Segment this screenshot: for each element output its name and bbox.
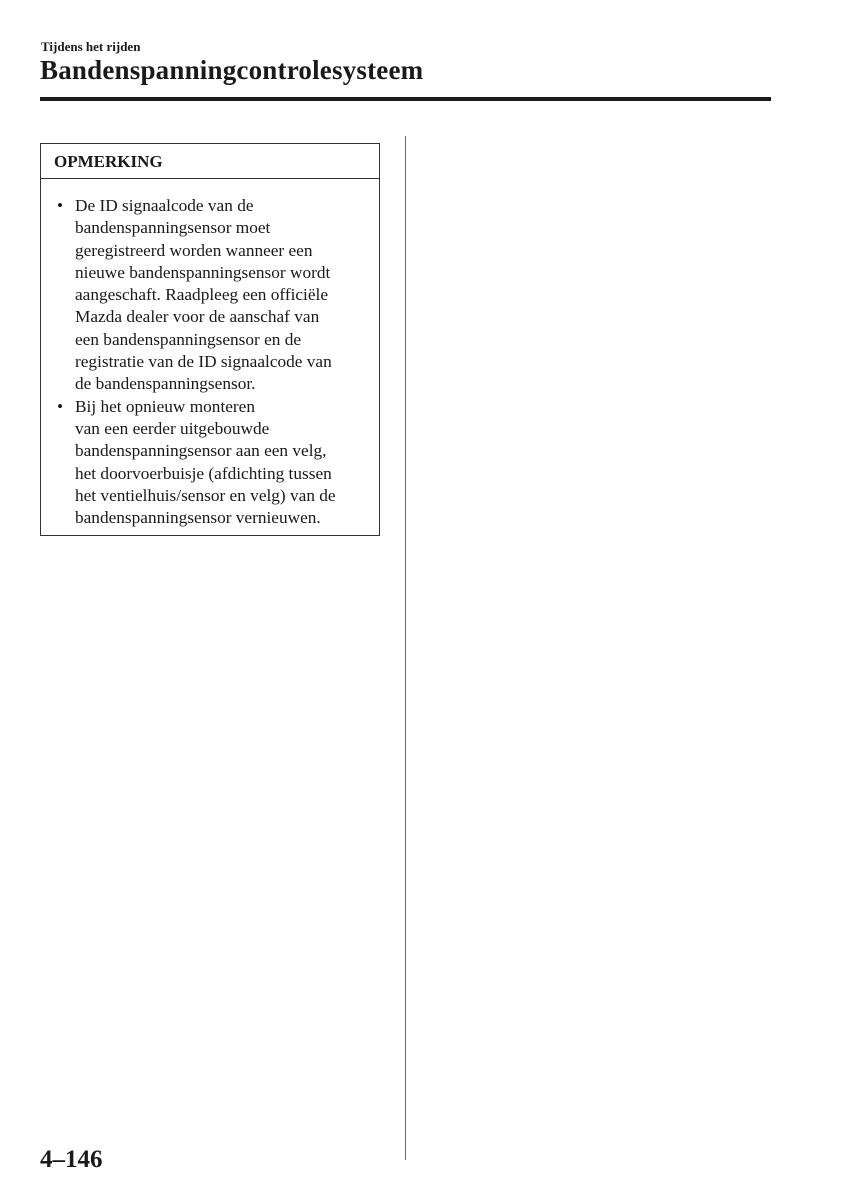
- note-line: bandenspanningsensor vernieuwen.: [75, 508, 321, 528]
- note-item: [55, 396, 371, 530]
- note-line: het doorvoerbuisje (afdichting tussen: [75, 463, 332, 483]
- title-rule: [40, 97, 771, 101]
- bullet-icon: •: [57, 396, 64, 416]
- note-line: Mazda dealer voor de aanschaf van: [75, 307, 320, 327]
- bullet-icon: •: [57, 196, 64, 215]
- note-line: De ID signaalcode van de: [75, 196, 254, 215]
- column-divider: [405, 136, 406, 1160]
- page-title: Bandenspanningcontrolesysteem: [40, 55, 424, 85]
- note-line: de bandenspanningsensor.: [75, 374, 256, 394]
- note-line: Bij het opnieuw monteren: [75, 396, 255, 416]
- note-line: bandenspanningsensor aan een velg,: [75, 441, 327, 461]
- note-line: bandenspanningsensor moet: [75, 218, 271, 238]
- note-line: van een eerder uitgebouwde: [75, 418, 270, 438]
- note-line: het ventielhuis/sensor en velg) van de: [75, 485, 336, 505]
- note-line: aangeschaft. Raadpleeg een officiële: [75, 285, 328, 305]
- note-line: een bandenspanningsensor en de: [75, 329, 302, 349]
- note-item: [55, 195, 371, 396]
- note-heading: OPMERKING: [41, 144, 379, 179]
- note-line: registratie van de ID signaalcode van: [75, 352, 332, 372]
- note-list: [41, 179, 379, 529]
- section-label: Tijdens het rijden: [41, 39, 141, 54]
- note-box: [40, 143, 380, 536]
- note-line: nieuwe bandenspanningsensor wordt: [75, 262, 331, 282]
- note-line: geregistreerd worden wanneer een: [75, 240, 313, 260]
- page-number: 4–146: [40, 1146, 103, 1173]
